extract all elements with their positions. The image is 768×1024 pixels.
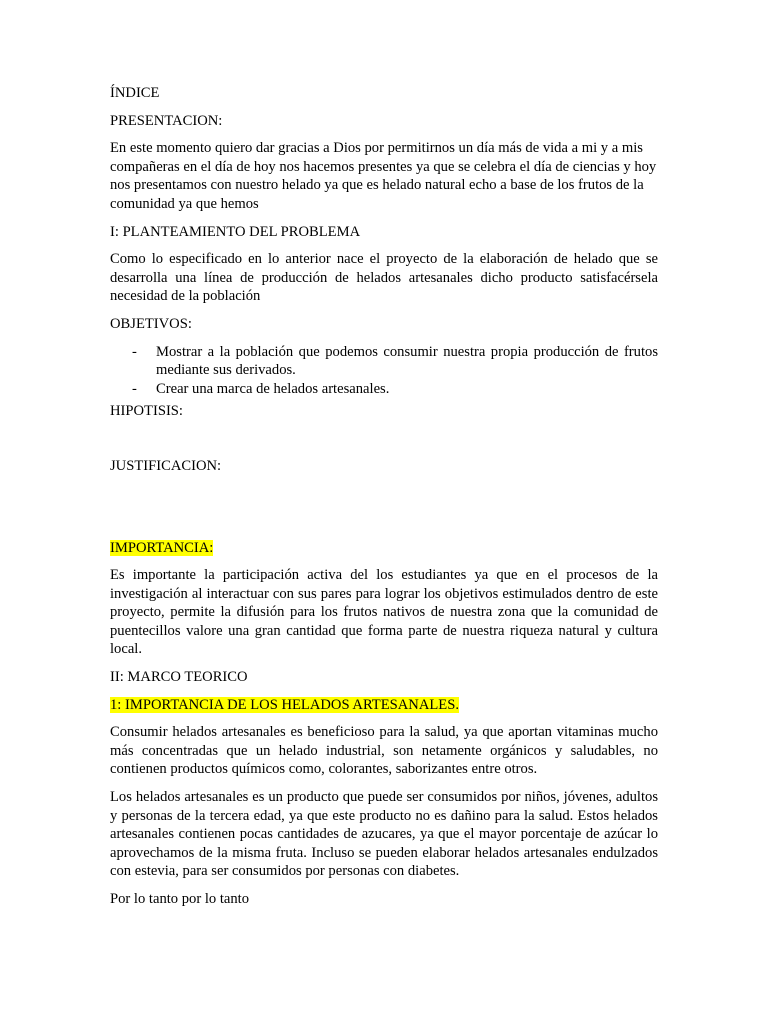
importancia-helados-heading bbox=[110, 696, 658, 715]
list-item bbox=[110, 380, 658, 399]
blank-space bbox=[110, 485, 658, 539]
presentacion-heading: PRESENTACION: bbox=[110, 112, 223, 129]
importancia-heading bbox=[110, 539, 658, 558]
document-content bbox=[110, 84, 658, 918]
highlighted-text: 1: IMPORTANCIA DE LOS HELADOS ARTESANALES. bbox=[110, 696, 459, 713]
list-item bbox=[110, 343, 658, 380]
index-heading: ÍNDICE bbox=[110, 85, 160, 101]
objetivos-heading: OBJETIVOS: bbox=[110, 315, 192, 332]
hipotisis-heading: HIPOTISIS: bbox=[110, 403, 183, 420]
objetivo-text: Crear una marca de helados artesanales. bbox=[156, 380, 390, 397]
blank-space bbox=[110, 430, 658, 457]
helados-paragraph: Los helados artesanales es un producto que puede ser consumidos por niños, jóvenes, adultos y personas de la tercera edad, ya que este producto no es dañino para la salud. Estos helados artesanales contienen pocas cantidades de azucares, ya que el mayor porcentaje de azúcar lo aprovechamos de la misma fruta. Incluso se pueden elaborar helados artesanales endulzados con estevia, para ser consumidos por personas con diabetes. bbox=[110, 789, 658, 880]
justificacion-heading: JUSTIFICACION: bbox=[110, 457, 222, 474]
presentacion-paragraph: En este momento quiero dar gracias a Dios por permitirnos un día más de vida a mi y a mis compañeras en el día de hoy nos hacemos presentes ya que se celebra el día de ciencias y hoy nos presentamos con nuestro helado ya que es helado natural echo a base de los frutos de la comunidad ya que hemos bbox=[110, 140, 657, 212]
bullet-dash: - bbox=[132, 380, 137, 397]
planteamiento-heading: I: PLANTEAMIENTO DEL PROBLEMA bbox=[110, 223, 361, 240]
objetivos-list bbox=[110, 343, 658, 399]
highlighted-text: IMPORTANCIA: bbox=[110, 539, 214, 556]
planteamiento-paragraph: Como lo especificado en lo anterior nace el proyecto de la elaboración de helado que se desarrolla una línea de producción de helados artesanales dicho producto satisfacérsela necesidad de la población bbox=[110, 251, 658, 305]
final-line: Por lo tanto por lo tanto bbox=[110, 891, 250, 907]
consumir-paragraph: Consumir helados artesanales es beneficioso para la salud, ya que aportan vitaminas mucho más concentradas que un helado industrial, son netamente orgánicos y saludables, no contienen productos químicos como, colorantes, saborizantes entre otros. bbox=[110, 724, 658, 778]
bullet-dash: - bbox=[132, 343, 137, 360]
importancia-paragraph: Es importante la participación activa del los estudiantes ya que en el procesos de la investigación al interactuar con sus pares para lograr los objetivos estimulados dentro de este proyecto, permite la difusión para los frutos nativos de nuestra zona que la comunidad de puentecillos valore una gran cantidad que forma parte de nuestra riqueza natural y cultura local. bbox=[110, 567, 658, 658]
objetivo-text: Mostrar a la población que podemos consumir nuestra propia producción de frutos mediante sus derivados. bbox=[156, 343, 658, 379]
marco-teorico-heading: II: MARCO TEORICO bbox=[110, 669, 248, 686]
